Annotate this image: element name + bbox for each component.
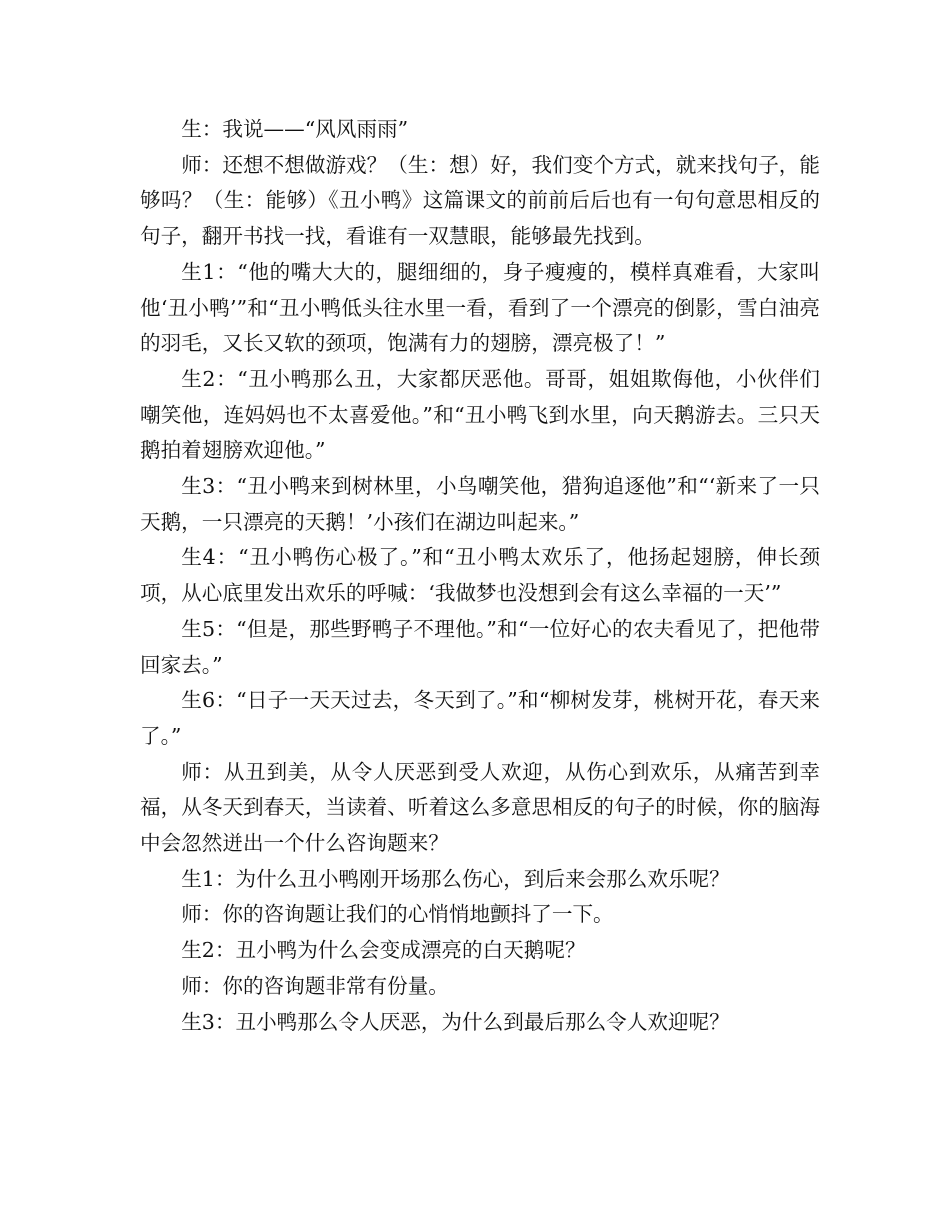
paragraph-13: 师：你的咨询题非常有份量。 [181,973,449,998]
paragraph-11: 师：你的咨询题让我们的心悄悄地颤抖了一下。 [181,902,614,927]
paragraph-12: 生2：丑小鸭为什么会变成漂亮的白天鹅呢？ [181,938,586,963]
paragraph-2: 师：还想不想做游戏？（生：想）好，我们变个方式，就来找句子，能够吗？（生：能够）《丑小鸭》这篇课文的前前后后也有一句句意思相反的句子，翻开书找一找，看谁有一双慧眼，能够最先找到。 [140,152,820,249]
paragraph-7: 生5：“但是，那些野鸭子不理他。”和“一位好心的农夫看见了，把他带回家去。” [140,616,820,677]
paragraph-10: 生1：为什么丑小鸭刚开场那么伤心，到后来会那么欢乐呢？ [181,866,730,891]
paragraph-14: 生3：丑小鸭那么令人厌恶，为什么到最后那么令人欢迎呢？ [181,1009,730,1034]
paragraph-5: 生3：“丑小鸭来到树林里，小鸟嘲笑他，猎狗追逐他”和“‘新来了一只天鹅，一只漂亮的天鹅！’小孩们在湖边叫起来。” [140,474,820,534]
document-body [140,112,820,1040]
paragraph-1: 生：我说——“风风雨雨” [181,117,409,141]
paragraph-3: 生1：“他的嘴大大的，腿细细的，身子瘦瘦的，模样真难看，大家叫他‘丑小鸭’”和“丑小鸭低头往水里一看，看到了一个漂亮的倒影，雪白油亮的羽毛，又长又软的颈项，饱满有力的翅膀，漂亮极了！” [140,259,820,356]
paragraph-6: 生4：“丑小鸭伤心极了。”和“丑小鸭太欢乐了，他扬起翅膀，伸长颈项，从心底里发出欢乐的呼喊：‘我做梦也没想到会有这么幸福的一天’” [140,545,820,606]
paragraph-4: 生2：“丑小鸭那么丑，大家都厌恶他。哥哥，姐姐欺侮他，小伙伴们嘲笑他，连妈妈也不太喜爱他。”和“丑小鸭飞到水里，向天鹅游去。三只天鹅拍着翅膀欢迎他。” [140,366,820,463]
paragraph-9: 师：从丑到美，从令人厌恶到受人欢迎，从伤心到欢乐，从痛苦到幸福，从冬天到春天，当读着、听着这么多意思相反的句子的时候，你的脑海中会忽然迸出一个什么咨询题来？ [140,759,820,856]
paragraph-8: 生6：“日子一天天过去，冬天到了。”和“柳树发芽，桃树开花，春天来了。” [140,688,820,748]
